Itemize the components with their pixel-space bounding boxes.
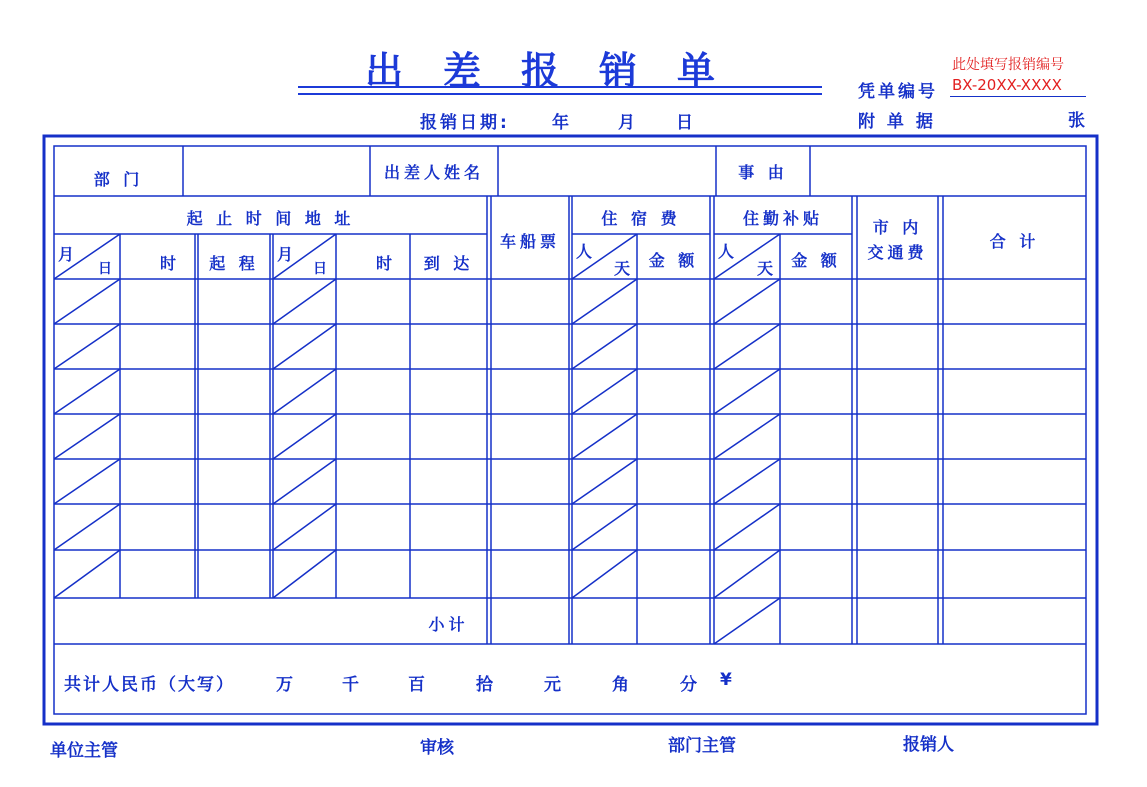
local-transport-line1: 市 内 [872,217,923,237]
allowance-amount-label: 金 额 [791,250,841,270]
subtotal-label: 小计 [428,614,469,634]
traveler-name-label: 出差人姓名 [383,162,484,182]
yuan-symbol: ¥ [720,670,732,690]
lodging-header: 住 宿 费 [601,208,681,228]
reason-label: 事 由 [738,162,788,182]
lodging-amount-label: 金 额 [648,250,699,270]
form-title: 出差报销单 [364,49,755,93]
hour2-label: 时 [375,253,396,273]
unit-yuan: 元 [544,675,561,695]
lodging-person-label: 人 [576,242,593,261]
dept-field[interactable] [183,146,370,196]
date-day: 日 [676,113,696,133]
voucher-label: 凭单编号 [858,82,938,102]
grand-total-label: 共计人民币（大写） [64,675,235,695]
unit-head-label: 单位主管 [50,741,118,761]
allowance-days-label: 天 [757,259,774,278]
unit-bai: 百 [408,675,425,695]
day2-label: 日 [313,261,327,277]
review-label: 审核 [420,738,454,758]
ticket-header: 车船票 [499,231,560,251]
dept-head-label: 部门主管 [668,736,736,756]
voucher-number-field[interactable]: BX-20XX-XXXX [952,76,1062,94]
unit-shi: 拾 [476,675,493,695]
trip-time-address-header: 起 止 时 间 地 址 [186,208,355,228]
unit-fen: 分 [680,675,697,695]
arrive-label: 到 达 [423,253,474,273]
total-header: 合 计 [989,231,1040,251]
day-label: 日 [98,261,112,277]
reason-field[interactable] [810,146,1086,196]
unit-qian: 千 [342,675,359,695]
dept-label: 部 门 [93,169,144,189]
attachments-label: 附 单 据 [858,112,936,132]
date-label: 报销日期: [420,113,510,133]
hour-label: 时 [159,253,180,273]
unit-wan: 万 [276,675,293,695]
local-transport-line2: 交通费 [867,242,928,262]
lodging-days-label: 天 [614,259,631,278]
unit-jiao: 角 [612,675,629,695]
allowance-header: 住勤补贴 [742,208,823,228]
depart-label: 起 程 [209,253,259,273]
traveler-name-field[interactable] [498,146,716,196]
month-label: 月 [58,245,75,264]
attachments-unit: 张 [1068,111,1088,131]
claimant-label: 报销人 [903,735,954,755]
month2-label: 月 [277,245,294,264]
allowance-person-label: 人 [718,242,735,261]
date-month: 月 [618,113,638,133]
date-year: 年 [552,113,572,133]
voucher-note: 此处填写报销编号 [952,57,1064,73]
